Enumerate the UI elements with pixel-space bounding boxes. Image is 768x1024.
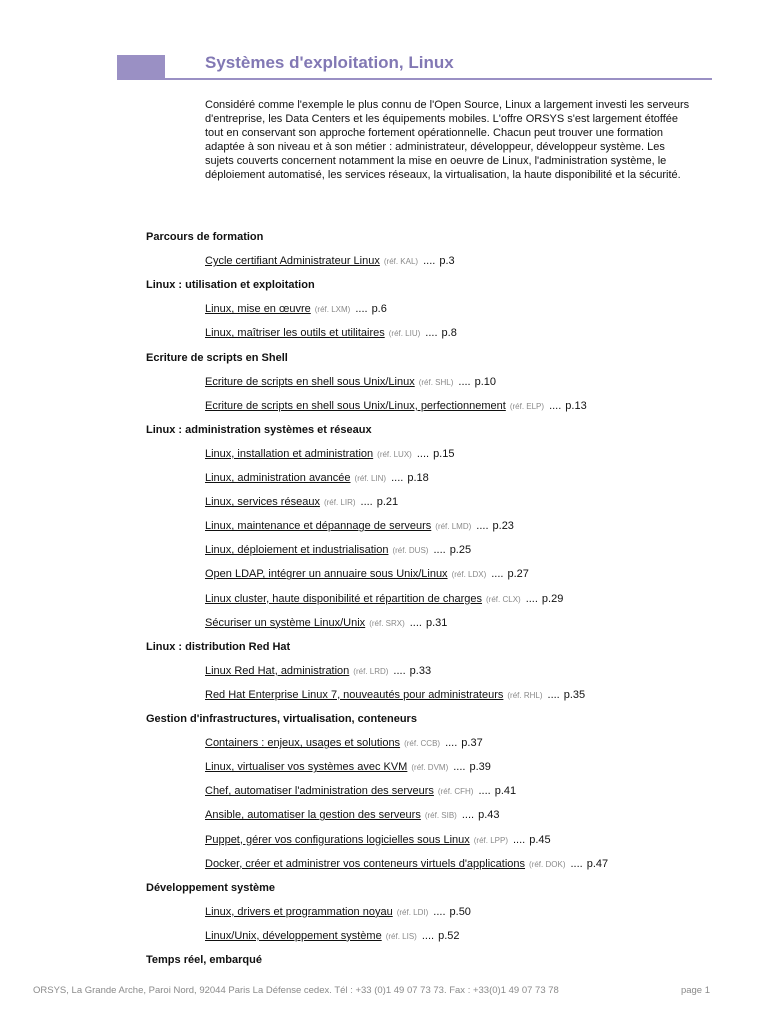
toc-item: [205, 858, 608, 870]
leader-dots: ....: [355, 303, 368, 316]
course-link[interactable]: Linux, maîtriser les outils et utilitaires: [205, 327, 385, 340]
leader-dots: ....: [445, 737, 458, 750]
intro-paragraph: Considéré comme l'exemple le plus connu de l'Open Source, Linux a largement investi les serveurs d'entreprise, les Data Centers et les équipements mobiles. L'offre ORSYS s'est largement étoffée tout en conservant son approche fortement opérationnelle. Chacun peut trouver une formation adaptée à son niveau et à son métier : administrateur, développeur, développeur système. Les sujets couverts concernent notamment la mise en oeuvre de Linux, l'administration système, le déploiement automatisé, les services réseaux, la virtualisation, la haute disponibilité et la sécurité.: [205, 99, 690, 181]
leader-dots: ....: [433, 544, 446, 557]
course-link[interactable]: Red Hat Enterprise Linux 7, nouveautés pour administrateurs: [205, 688, 504, 701]
category-heading: Linux : administration systèmes et réseaux: [146, 423, 372, 436]
page-ref: p.6: [371, 303, 387, 316]
category-heading: Temps réel, embarqué: [146, 954, 262, 966]
course-link[interactable]: Sécuriser un système Linux/Unix: [205, 616, 366, 629]
course-link[interactable]: Docker, créer et administrer vos conteneurs virtuels d'applications: [205, 857, 526, 870]
course-link[interactable]: Chef, automatiser l'administration des serveurs: [205, 785, 434, 798]
category-heading: Développement système: [146, 881, 275, 894]
page-ref: p.25: [449, 544, 472, 557]
leader-dots: ....: [360, 496, 373, 509]
course-link[interactable]: Open LDAP, intégrer un annuaire sous Unix/Linux: [205, 568, 448, 581]
page-ref: p.43: [478, 809, 500, 822]
leader-dots: ....: [416, 447, 430, 460]
leader-dots: ....: [423, 255, 436, 268]
toc-item: [205, 593, 563, 605]
page-ref: p.27: [507, 568, 529, 581]
toc-item: [205, 568, 529, 580]
page-ref: p.35: [563, 688, 586, 701]
course-link[interactable]: Linux, installation et administration: [205, 447, 374, 460]
page-ref: p.52: [438, 929, 460, 942]
page-ref: p.31: [425, 616, 448, 629]
footer-address: ORSYS, La Grande Arche, Paroi Nord, 92044 Paris La Défense cedex. Tél : +33 (0)1 49 07 73 73. Fax : +33(0)1 49 07 73 78: [33, 985, 559, 996]
course-ref: (réf. LPP): [473, 835, 508, 845]
course-ref: (réf. DOK): [529, 859, 566, 869]
category-heading: Linux : utilisation et exploitation: [146, 279, 315, 292]
course-ref: (réf. SRX): [369, 618, 405, 628]
course-ref: (réf. LUX): [377, 449, 412, 459]
page-ref: p.29: [541, 592, 564, 605]
page-title: Systèmes d'exploitation, Linux: [205, 53, 454, 72]
toc-item: [205, 327, 457, 339]
toc-item: [205, 785, 516, 797]
course-link[interactable]: Ecriture de scripts en shell sous Unix/Linux: [205, 375, 415, 388]
toc-item: [205, 376, 496, 388]
page-ref: p.3: [439, 255, 455, 268]
page-ref: p.23: [492, 520, 514, 533]
course-link[interactable]: Linux/Unix, développement système: [205, 929, 382, 942]
course-ref: (réf. LDI): [396, 907, 429, 917]
course-link[interactable]: Linux, virtualiser vos systèmes avec KVM: [205, 761, 408, 774]
category-heading: Gestion d'infrastructures, virtualisation, conteneurs: [146, 713, 417, 725]
course-link[interactable]: Ansible, automatiser la gestion des serveurs: [205, 809, 421, 822]
leader-dots: ....: [453, 761, 466, 774]
leader-dots: ....: [525, 592, 538, 605]
toc-item: [205, 761, 491, 773]
leader-dots: ....: [570, 857, 583, 870]
course-ref: (réf. KAL): [383, 257, 419, 267]
leader-dots: ....: [393, 664, 406, 677]
course-ref: (réf. LDX): [451, 570, 487, 580]
course-link[interactable]: Linux, drivers et programmation noyau: [205, 905, 393, 918]
leader-dots: ....: [391, 472, 404, 484]
toc-item: [205, 496, 398, 508]
toc-item: [205, 448, 454, 460]
page-ref: p.37: [461, 737, 483, 750]
course-link[interactable]: Containers : enjeux, usages et solutions: [205, 737, 401, 750]
leader-dots: ....: [425, 327, 438, 340]
course-link[interactable]: Linux, administration avancée: [205, 472, 351, 484]
toc-item: [205, 665, 431, 677]
course-ref: (réf. SHL): [418, 377, 454, 387]
course-ref: (réf. SIB): [424, 811, 457, 821]
course-link[interactable]: Cycle certifiant Administrateur Linux: [205, 255, 380, 268]
course-ref: (réf. RHL): [507, 690, 543, 700]
leader-dots: ....: [433, 905, 446, 918]
leader-dots: ....: [421, 929, 435, 942]
toc-item: [205, 400, 587, 412]
course-link[interactable]: Linux, services réseaux: [205, 496, 320, 509]
course-ref: (réf. DUS): [392, 546, 429, 556]
category-heading: Ecriture de scripts en Shell: [146, 351, 288, 364]
leader-dots: ....: [458, 375, 471, 388]
toc-item: [205, 930, 460, 942]
toc-item: [205, 520, 514, 532]
course-ref: (réf. CFH): [437, 787, 474, 797]
page-ref: p.15: [433, 447, 455, 460]
course-ref: (réf. LIN): [354, 474, 387, 483]
page-ref: p.39: [469, 761, 491, 774]
category-heading: Parcours de formation: [146, 231, 264, 243]
toc-item: [205, 809, 500, 821]
course-ref: (réf. DVM): [411, 763, 449, 773]
toc-item: [205, 255, 455, 267]
toc-item: [205, 737, 483, 749]
header-rule: [117, 78, 712, 80]
page-ref: p.10: [474, 375, 497, 388]
toc-item: [205, 544, 471, 556]
course-ref: (réf. LIU): [388, 329, 421, 339]
course-ref: (réf. LXM): [314, 305, 351, 315]
leader-dots: ....: [478, 785, 491, 798]
course-link[interactable]: Linux Red Hat, administration: [205, 664, 350, 677]
toc-item: [205, 906, 471, 918]
leader-dots: ....: [461, 809, 475, 822]
leader-dots: ....: [409, 616, 422, 629]
page-ref: p.33: [409, 664, 432, 677]
course-ref: (réf. LIR): [323, 498, 356, 508]
page-ref: p.13: [565, 399, 587, 412]
leader-dots: ....: [513, 833, 526, 846]
toc-item: [205, 689, 585, 701]
course-link[interactable]: Linux, maintenance et dépannage de serveurs: [205, 520, 432, 533]
page-ref: p.18: [407, 472, 429, 484]
leader-dots: ....: [547, 688, 560, 701]
course-link[interactable]: Linux, déploiement et industrialisation: [205, 544, 389, 557]
toc-item: [205, 834, 551, 846]
course-ref: (réf. LRD): [353, 666, 389, 676]
toc-item: [205, 303, 387, 315]
header-accent-block: [117, 55, 165, 79]
course-ref: (réf. CLX): [486, 594, 521, 604]
category-heading: Linux : distribution Red Hat: [146, 640, 291, 653]
leader-dots: ....: [549, 399, 562, 412]
course-ref: (réf. ELP): [509, 401, 545, 411]
course-ref: (réf. LIS): [385, 931, 417, 941]
page-ref: p.41: [494, 785, 517, 798]
page-ref: p.8: [441, 327, 457, 340]
leader-dots: ....: [476, 520, 489, 533]
course-link[interactable]: Ecriture de scripts en shell sous Unix/Linux, perfectionnement: [205, 399, 506, 412]
course-link[interactable]: Linux, mise en œuvre: [205, 303, 311, 316]
page-ref: p.50: [449, 905, 471, 918]
course-ref: (réf. CCB): [404, 739, 441, 749]
page-number: page 1: [680, 985, 710, 996]
course-link[interactable]: Linux cluster, haute disponibilité et répartition de charges: [205, 592, 483, 605]
course-ref: (réf. LMD): [435, 522, 472, 532]
course-link[interactable]: Puppet, gérer vos configurations logicielles sous Linux: [205, 833, 470, 846]
page-ref: p.45: [529, 833, 551, 846]
page-ref: p.47: [586, 857, 609, 870]
toc-item: [205, 617, 447, 629]
page-ref: p.21: [376, 496, 399, 509]
leader-dots: ....: [491, 568, 504, 581]
toc-item: [205, 472, 429, 484]
